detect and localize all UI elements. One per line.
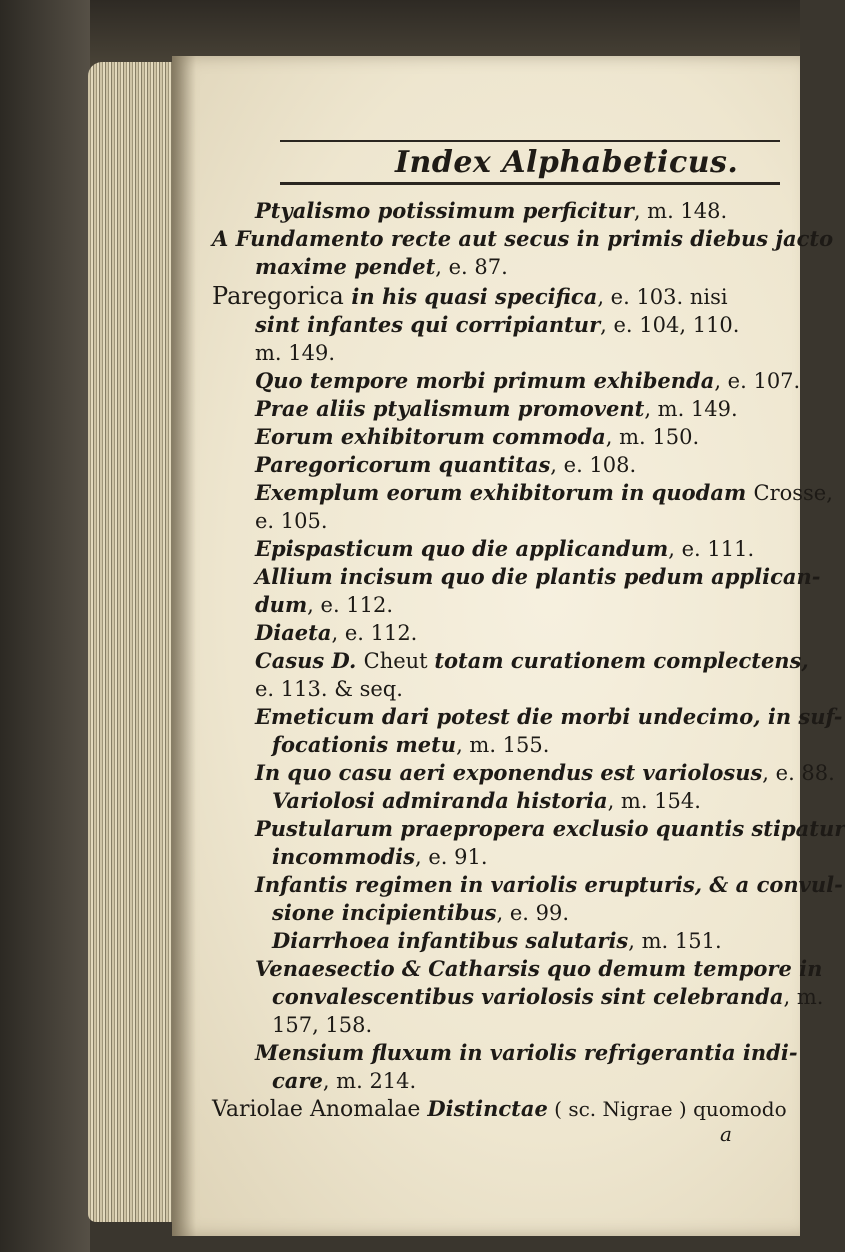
index-entry: Pustularum praepropera exclusio quantis stipatur xyxy=(255,816,845,841)
index-entry: care, m. 214. xyxy=(272,1068,417,1093)
index-entry: Epispasticum quo die applicandum, e. 111. xyxy=(255,536,755,561)
index-entry: 157, 158. xyxy=(272,1013,373,1037)
index-entry: focationis metu, m. 155. xyxy=(272,732,550,757)
index-entry: Variolae Anomalae Distinctae ( sc. Nigrae ) quomodo xyxy=(212,1096,787,1122)
index-entry: m. 149. xyxy=(255,341,336,365)
index-entry: Quo tempore morbi primum exhibenda, e. 107. xyxy=(255,368,801,393)
index-entry: incommodis, e. 91. xyxy=(272,844,488,869)
index-entry: Allium incisum quo die plantis pedum applican- xyxy=(255,564,821,589)
index-entry: Eorum exhibitorum commoda, m. 150. xyxy=(255,424,700,449)
index-entry: Casus D. Cheut totam curationem complectens, xyxy=(255,648,809,673)
index-entry: convalescentibus variolosis sint celebranda, m. xyxy=(272,984,824,1009)
index-entry: Variolosi admiranda historia, m. 154. xyxy=(272,788,701,813)
index-entry: A Fundamento recte aut secus in primis diebus jacto xyxy=(212,226,834,251)
index-entry: Diaeta, e. 112. xyxy=(255,620,418,645)
index-entry: In quo casu aeri exponendus est variolosus, e. 88. xyxy=(255,760,835,785)
header-rule-bottom xyxy=(280,182,780,185)
page-header: Index Alphabeticus. xyxy=(395,145,739,180)
index-entry: Exemplum eorum exhibitorum in quodam Crosse, xyxy=(255,480,833,505)
index-entry: Ptyalismo potissimum perficitur, m. 148. xyxy=(255,198,728,223)
index-entry: Paregorica in his quasi specifica, e. 103. nisi xyxy=(212,282,728,310)
index-entry: Emeticum dari potest die morbi undecimo, in suf- xyxy=(255,704,843,729)
index-entry: sione incipientibus, e. 99. xyxy=(272,900,570,925)
page-gutter-shadow xyxy=(172,56,196,1236)
index-entry: dum, e. 112. xyxy=(255,592,394,617)
index-entry: sint infantes qui corripiantur, e. 104, 110. xyxy=(255,312,740,337)
header-rule-top xyxy=(280,140,780,142)
index-entry: Infantis regimen in variolis erupturis, & a convul- xyxy=(255,872,843,897)
index-entry: e. 113. & seq. xyxy=(255,677,403,701)
index-entry: Prae aliis ptyalismum promovent, m. 149. xyxy=(255,396,738,421)
index-entry: maxime pendet, e. 87. xyxy=(255,254,508,279)
page-edges xyxy=(88,62,178,1222)
index-entry: e. 105. xyxy=(255,509,328,533)
catchword: a xyxy=(720,1122,732,1146)
book-cover-left xyxy=(0,0,90,1252)
index-entry: Venaesectio & Catharsis quo demum tempore in xyxy=(255,956,823,981)
index-entry: Diarrhoea infantibus salutaris, m. 151. xyxy=(272,928,722,953)
index-entry: Paregoricorum quantitas, e. 108. xyxy=(255,452,637,477)
index-entry: Mensium fluxum in variolis refrigerantia indi- xyxy=(255,1040,798,1065)
